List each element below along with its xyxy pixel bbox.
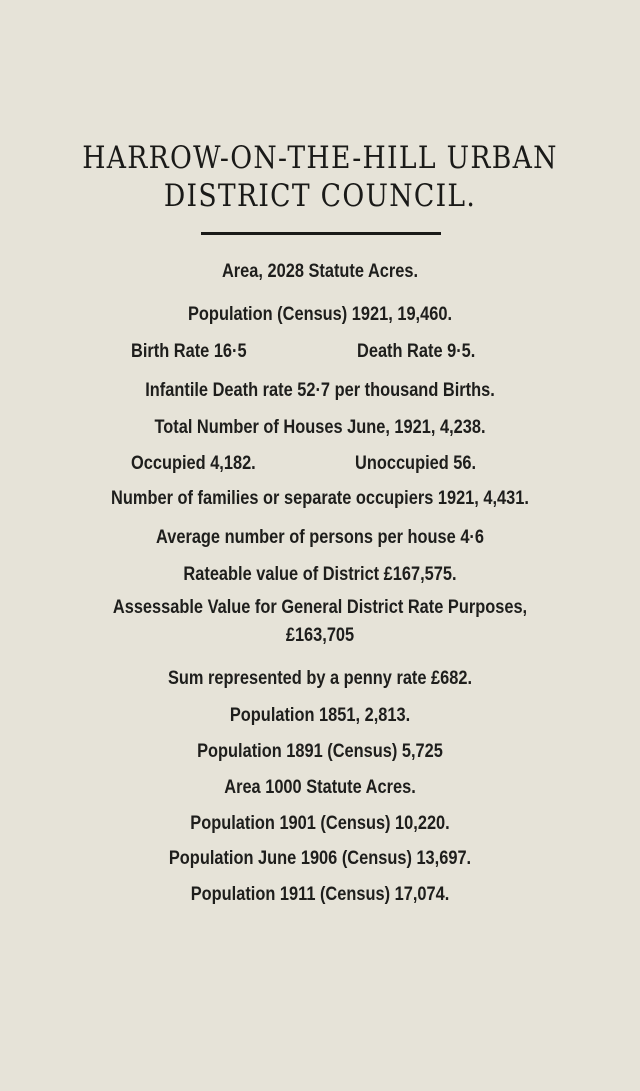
page-title-line-1: HARROW-ON-THE-HILL URBAN — [82, 140, 558, 176]
stat-population-1891: Population 1891 (Census) 5,725 — [197, 740, 443, 762]
stat-birth-rate: Birth Rate 16·5 — [131, 340, 247, 362]
stat-population-1901: Population 1901 (Census) 10,220. — [190, 812, 450, 834]
stat-infantile-death-rate: Infantile Death rate 52·7 per thousand Births. — [145, 379, 495, 401]
stat-assessable-value-line-2: £163,705 — [285, 624, 355, 646]
stat-death-rate: Death Rate 9·5. — [357, 340, 476, 362]
stat-population-1906: Population June 1906 (Census) 13,697. — [168, 847, 472, 869]
title-divider — [201, 232, 441, 235]
stat-total-houses: Total Number of Houses June, 1921, 4,238. — [154, 416, 486, 438]
stat-persons-per-house: Average number of persons per house 4·6 — [156, 526, 484, 548]
page-title-line-2: DISTRICT COUNCIL. — [163, 178, 477, 214]
stat-rateable-value: Rateable value of District £167,575. — [183, 563, 457, 585]
stat-population-1911: Population 1911 (Census) 17,074. — [190, 883, 450, 905]
stat-families: Number of families or separate occupiers 1921, 4,431. — [111, 487, 529, 509]
stat-area: Area, 2028 Statute Acres. — [221, 260, 419, 282]
stat-population-census-1921: Population (Census) 1921, 19,460. — [188, 303, 452, 325]
stat-area-1000: Area 1000 Statute Acres. — [224, 776, 416, 798]
stat-unoccupied: Unoccupied 56. — [355, 452, 477, 474]
stat-penny-rate: Sum represented by a penny rate £682. — [167, 667, 473, 689]
stat-occupied: Occupied 4,182. — [131, 452, 256, 474]
stat-population-1851: Population 1851, 2,813. — [229, 704, 411, 726]
stat-assessable-value-line-1: Assessable Value for General District Rate Purposes, — [112, 596, 528, 618]
